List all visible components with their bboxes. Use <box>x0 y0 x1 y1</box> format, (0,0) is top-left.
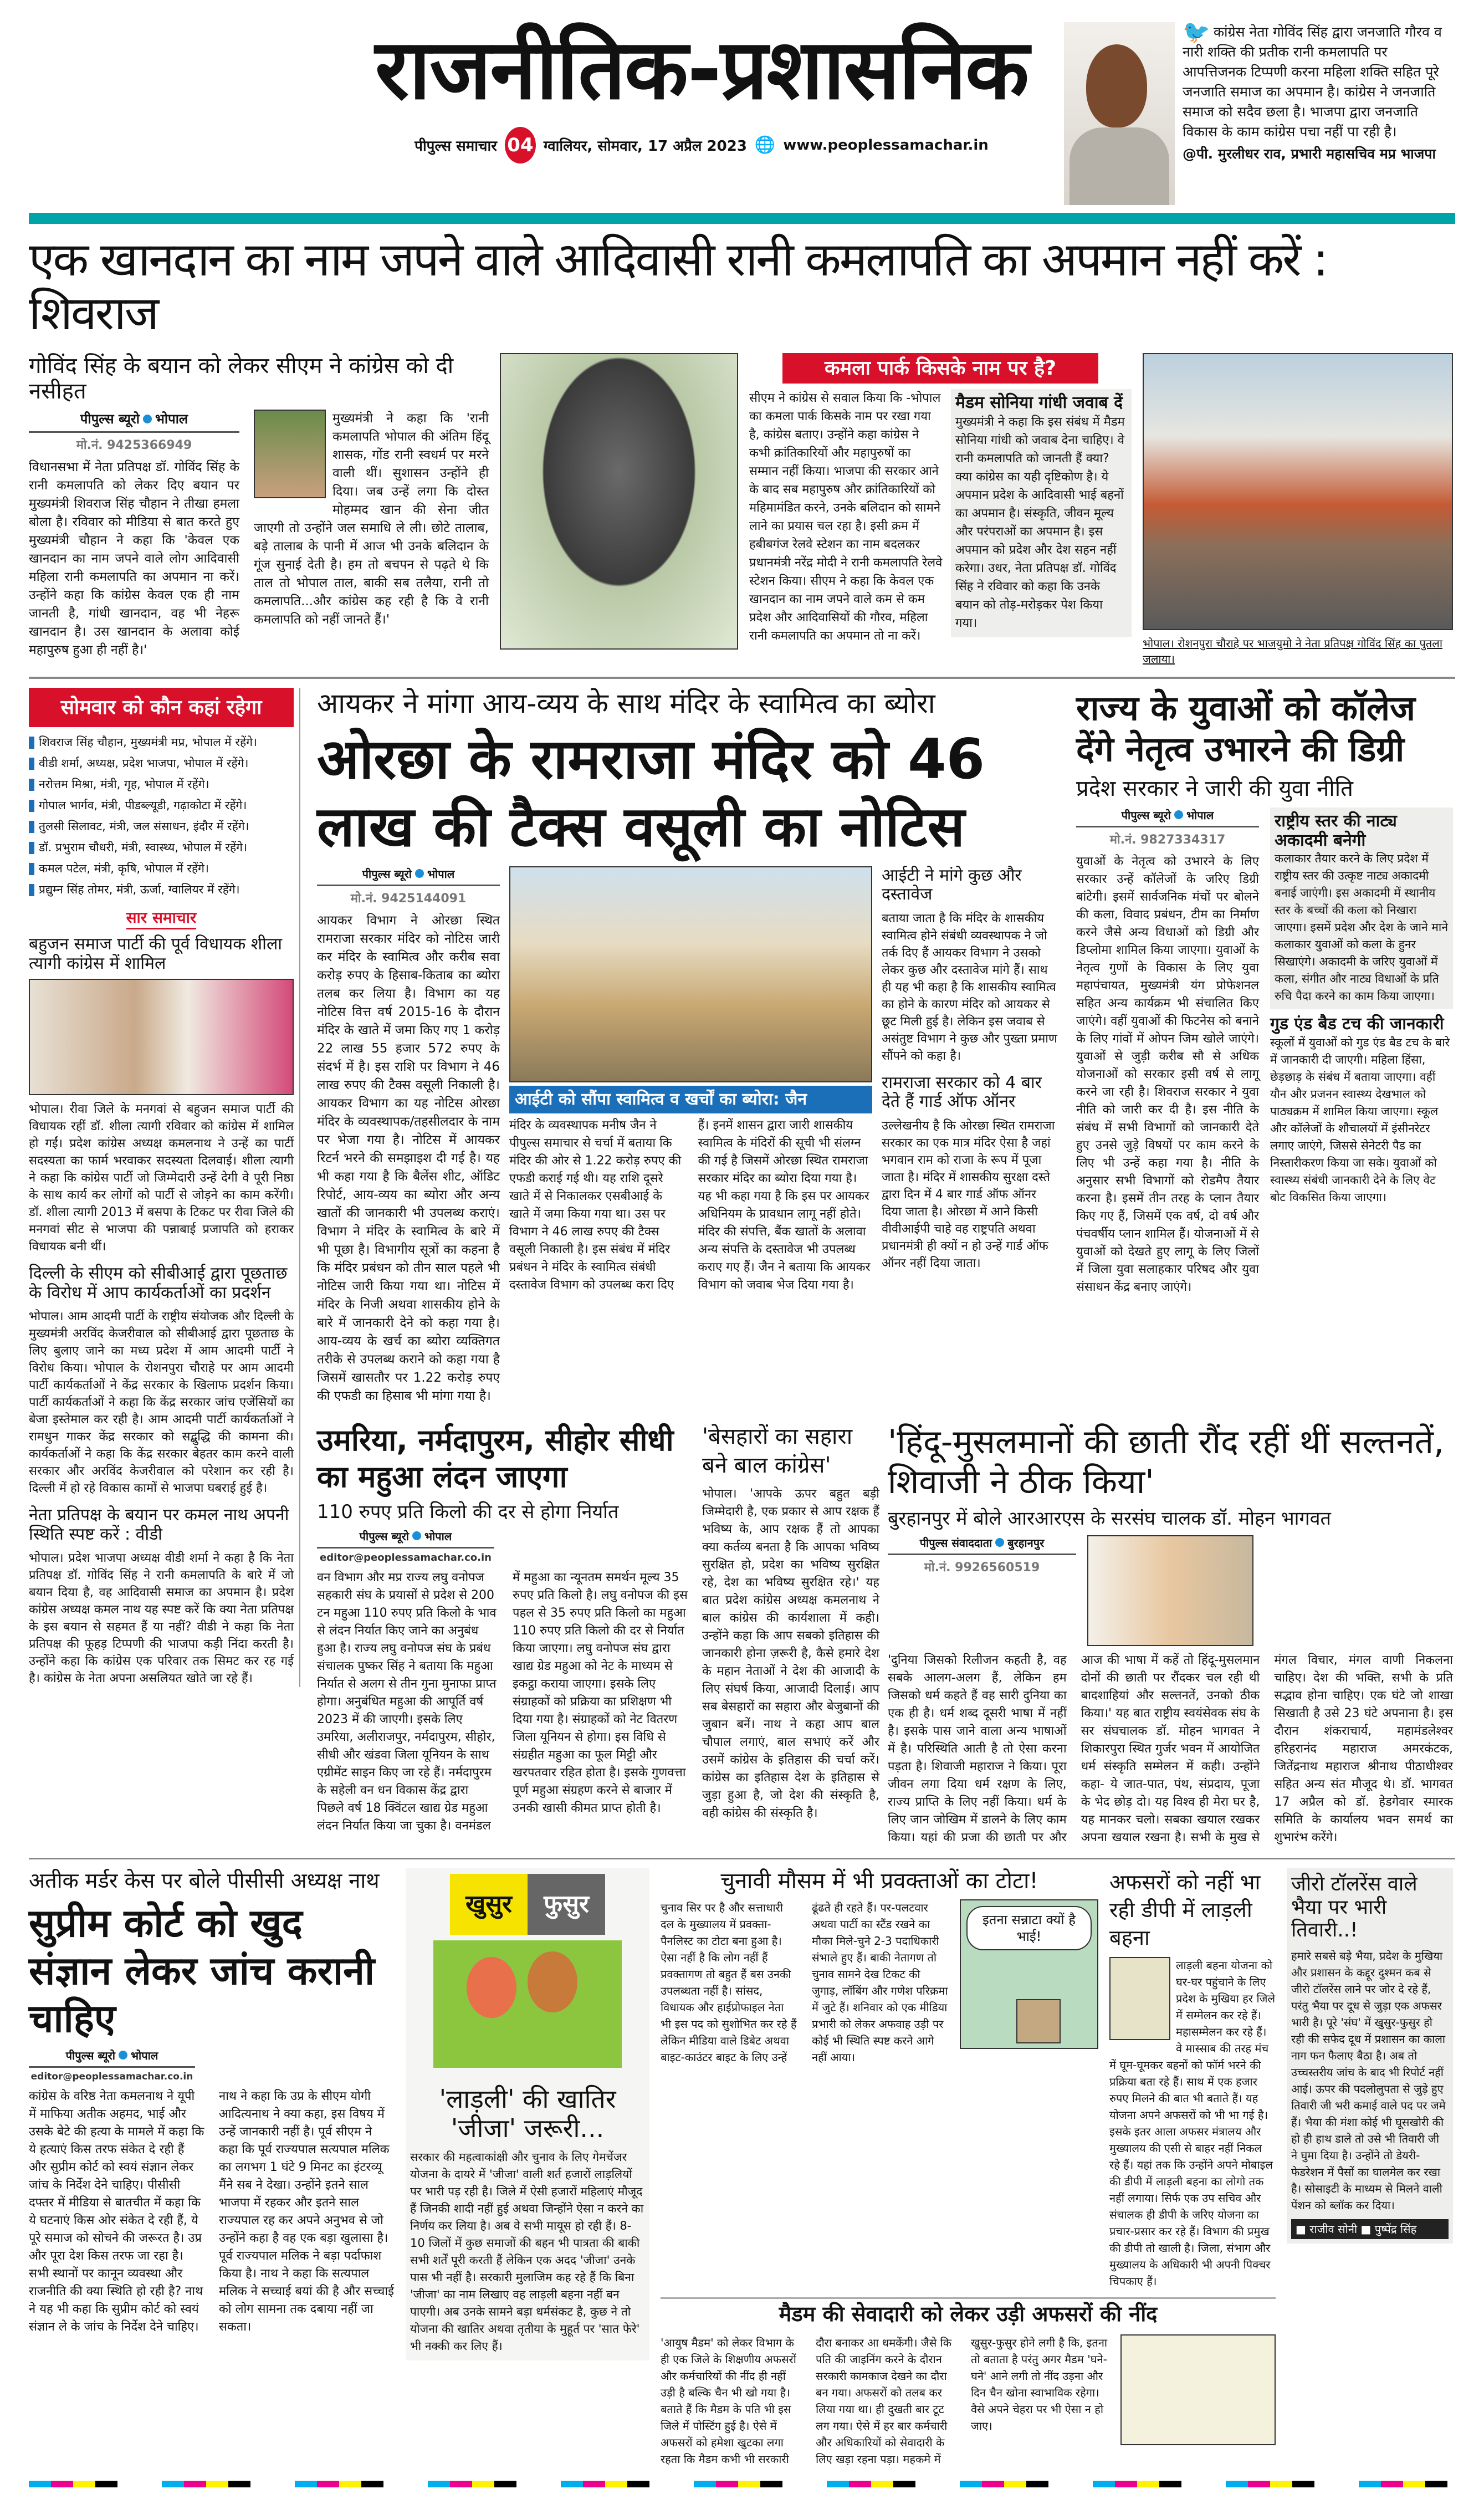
ladli-behna-cartoon <box>1109 1957 1170 2040</box>
orchha-sidebar <box>882 866 1060 1272</box>
kamla-park-area <box>749 353 1132 645</box>
afsar-story <box>1109 1868 1276 2290</box>
sheela-tyagi-joining-photo <box>29 979 294 1095</box>
yuva-col2 <box>1270 808 1453 1206</box>
orchha-story <box>317 688 1060 1406</box>
rani-kamlapati-statue-photo <box>500 353 738 650</box>
umaria-subhead: 110 रुपए प्रति किलो की दर से होगा निर्यात <box>317 1500 619 1523</box>
lead-headline: एक खानदान का नाम जपने वाले आदिवासी रानी कमलापति का अपमान नहीं करें : शिवराज <box>29 232 1327 340</box>
list-item: डॉ. प्रभुराम चौधरी, मंत्री, स्वास्थ्य, भोपाल में रहेंगे। <box>29 838 294 857</box>
masthead <box>29 19 1455 205</box>
orchha-body: आयकर विभाग ने ओरछा स्थित रामराजा सरकार मंदिर को नोटिस जारी कर मंदिर के स्वामित्व और करीब सवा करोड़ रुपए के हिसाब-किताब का ब्योरा तलब कर लिया है। विभाग का यह नोटिस वित्त वर्ष 2015-16 के दौरान मंदिर के खाते में जमा किए गए 1 करोड़ 22 लाख 55 हजार 572 रुपए के संदर्भ में है। इस राशि पर विभाग ने 46 लाख रुपए की टैक्स वसूली निकाली है। आयकर विभाग का यह नोटिस ओरछा मंदिर के व्यवस्थापक/तहसीलदार के नाम पर भेजा गया है। नोटिस में आयकर रिटर्न भरने की समझाइश दी गई है। यह भी कहा गया है कि बैलेंस शीट, ऑडिट रिपोर्ट, आय-व्यय का ब्योरा और अन्य खातों की जानकारी भी उपलब्ध कराएं। विभाग ने मंदिर के स्वामित्व के बारे में भी पूछा है। विभागीय सूत्रों का कहना है कि मंदिर प्रबंधन को तीन साल पहले भी नोटिस जारी किया गया था। नोटिस में मंदिर के निजी अथवा शासकीय होने के बारे में जानकारी देने को कहा गया है। आय-व्यय के खर्च का ब्योरा व्यक्तिगत तरीके से उपलब्ध कराने को कहा गया है जिसमें खासतौर पर 1.22 करोड़ रुपए की एफडी का हिसाब भी मांगा गया है। <box>317 913 500 1403</box>
website-link[interactable]: www.peoplessamachar.in <box>783 136 989 154</box>
saar-item-title: बहुजन समाज पार्टी की पूर्व विधायक शीला त्यागी कांग्रेस में शामिल <box>29 934 283 973</box>
saar-item-title: दिल्ली के सीएम को सीबीआई द्वारा पूछताछ के विरोध में आप कार्यकर्ताओं का प्रदर्शन <box>29 1264 288 1302</box>
umaria-byline-block <box>317 1529 494 1563</box>
saar-item-body: भोपाल। प्रदेश भाजपा अध्यक्ष वीडी शर्मा ने कहा है कि नेता प्रतिपक्ष डॉ. गोविंद सिंह ने रानी कमलापति के बारे में जो बयान दिया है, वह आदिवासी समाज का अपमान है। प्रदेश कांग्रेस अध्यक्ष कमल नाथ यह स्पष्ट करें कि क्या नेता प्रतिपक्ष के इस बयान से सहमत हैं या नहीं? वीडी ने कहा कि नेता प्रतिपक्ष की फूहड़ टिप्पणी की भाजपा कड़ी निंदा करती है। उन्होंने कहा कि कांग्रेस एक परिवार तक सिमट कर रह गई है। कांग्रेस के नेता अपना असलियत खोते जा रहे हैं। <box>29 1551 294 1686</box>
atik-body: कांग्रेस के वरिष्ठ नेता कमलनाथ ने यूपी में माफिया अतीक अहमद, भाई और उसके बेटे की हत्या के मामले में कहा कि ये हत्याएं किस तरफ संकेत दे रही हैं और सुप्रीम कोर्ट को स्वयं संज्ञान लेकर जांच के निर्देश देने चाहिए। पीसीसी दफ्तर में मीडिया से बातचीत में कहा कि ये घटनाएं किस ओर संकेत दे रही हैं, ये पूरे समाज को सोचने की जरूरत है। उप्र और पूरा देश किस तरफ जा रहा है। सभी स्थानों पर कानून व्यवस्था और राजनीति की क्या स्थिति हो रही है? नाथ ने यह भी कहा कि सुप्रीम कोर्ट को स्वयं संज्ञान ले के जांच के निर्देश देने चाहिए। नाथ ने कहा कि उप्र के सीएम योगी आदित्यनाथ ने क्या कहा, इस विषय में उन्हें जानकारी नहीं है। पूर्व सीएम ने कहा कि पूर्व राज्यपाल सत्यपाल मलिक का लगभग 1 घंटे 9 मिनट का इंटरव्यू मैंने सब ने देखा। उन्होंने इतने साल भाजपा में रहकर और इतने साल राज्यपाल रह कर अपने अनुभव से जो उन्होंने कहा है वह एक बड़ा खुलासा है। पूर्व राज्यपाल मलिक ने बड़ा पर्दाफाश किया है। नाथ ने कहा कि सत्यपाल मलिक ने सच्चाई बयां की है और सच्चाई को लोग सामना तक दबाया नहीं जा सकता। <box>29 2089 394 2334</box>
divider <box>29 677 1455 679</box>
box-body: स्कूलों में युवाओं को गुड एंड बैड टच के बारे में जानकारी दी जाएगी। महिला हिंसा, छेड़छाड़ के संबंध में बताया जाएगा। वहीं यौन और प्रजनन स्वास्थ्य देखभाल को पाठ्यक्रम में शामिल किया जाएगा। स्कूल और कॉलेजों के शौचालयों में इंसीनरेटर लगाए जाएंगे, जिससे सेनेटरी पैड का निस्तारीकरण किया जा सके। युवाओं को स्वास्थ्य संबंधी जानकारी देने के लिए वेट बोट विकसित किया जाएगा। <box>1270 1035 1450 1204</box>
madam-cartoon <box>1120 2334 1276 2445</box>
mohan-bhagwat-photo <box>1087 1535 1253 1646</box>
kamla-park-tag: कमला पार्क किसके नाम पर है? <box>782 353 1098 384</box>
lead-body-col2: मुख्यमंत्री ने कहा कि 'रानी कमलापति भोपाल की अंतिम हिंदू शासक, गोंड रानी स्वधर्म पर मरने वाली थीं। सुशासन उन्होंने ही दिया। जब उन्हें लगा कि दोस्त मोहम्मद खान की सेना जीत जाएगी तो उन्होंने जल समाधि ले ली। छोटे तालाब, बड़े तालाब के पानी में आज भी उनके बलिदान के गूंज सुनाई देती है। हम तो बचपन से पढ़ते थे कि ताल तो भोपाल ताल, बाकी सब तलैया, रानी तो कमलापति...और कांग्रेस कह रही है कि वे रानी कमलापति को नहीं जानते हैं।' <box>254 411 489 627</box>
saar-item-title: नेता प्रतिपक्ष के बयान पर कमल नाथ अपनी स्थिति स्पष्ट करें : वीडी <box>29 1505 289 1544</box>
atik-story <box>29 1868 395 2336</box>
globe-icon: 🌐 <box>754 135 776 155</box>
teal-rule <box>29 213 1455 224</box>
box-title: राष्ट्रीय स्तर की नाट्य अकादमी बनेगी <box>1275 811 1397 850</box>
phone-number: मो.नं. 9425144091 <box>350 891 467 906</box>
fusur-label: फुसुर <box>528 1874 605 1935</box>
middle-section <box>29 688 1455 1847</box>
byline: पीपुल्स ब्यूरो भोपाल <box>29 2048 195 2068</box>
lead-body-col1: विधानसभा में नेता प्रतिपक्ष डॉ. गोविंद सिंह के रानी कमलापति को लेकर दिए बयान पर मुख्यमंत्री शिवराज सिंह चौहान ने तीखा हमला बोला है। रविवार को मीडिया से बात करते हुए मुख्यमंत्री चौहान ने कहा कि 'केवल एक खानदान का नाम जपने वाले लोग आदिवासी महिला रानी कमलापति का अपमान ना करें। उन्होंने कहा कि कांग्रेस केवल एक ही नाम जानती है, गांधी खानदान, वह भी नेहरू खानदान है। उस खानदान के अलावा कोई महापुरुष हुआ ही नहीं है।' <box>29 460 239 658</box>
color-registration-bar <box>29 2481 1455 2487</box>
bhagwat-meta <box>888 1535 1453 1646</box>
section-title: राजनीतिक-प्रशासनिक <box>375 22 1028 118</box>
chunavi-body-col1: चुनाव सिर पर है और सत्ताधारी दल के मुख्यालय में प्रवक्ता-पैनलिस्ट का टोटा बना हुआ है। ऐसा नहीं है कि लोग नहीं हैं प्रवक्तागण तो बहुत हैं बस उनकी उपलब्धता नहीं है। सांसद, विधायक और हाईप्रोफाइल नेता भी इस पद को सुशोभित कर रहे हैं लेकिन मीडिया वाले डिबेट अथवा बाइट-काउंटर बाइट के लिए उन्हें ढूंढते ही रहते हैं। पर-पलटवार अथवा पार्टी का स्टैंड रखने का मौका मिले-चुने 2-3 पदाधिकारी संभाले हुए हैं। बाकी नेतागण तो चुनाव सामने देख टिकट की जुगाड़, लॉबिंग और गणेश परिक्रमा में जुटे हैं। शनिवार को एक मीडिया प्रभारी को लेकर अफवाह उड़ी पर कोई भी स्थिति स्पष्ट करने आगे नहीं आया। <box>661 1901 948 2064</box>
lead-col1 <box>29 410 239 660</box>
list-item: प्रद्युम्न सिंह तोमर, मंत्री, ऊर्जा, ग्वालियर में रहेंगे। <box>29 880 294 899</box>
byline: पीपुल्स संवाददाता बुरहानपुर <box>888 1535 1076 1555</box>
umaria-headline: उमरिया, नर्मदापुरम, सीहोर सीधी का महुआ लंदन जाएगा <box>317 1422 674 1494</box>
afsar-content <box>1109 1957 1276 2290</box>
list-item: शिवराज सिंह चौहान, मुख्यमंत्री मप्र, भोपाल में रहेंगे। <box>29 733 294 752</box>
yuva-byline-block <box>1076 808 1259 847</box>
lead-text-area <box>29 353 489 660</box>
divider <box>29 1858 1455 1859</box>
lead-story <box>29 353 1455 667</box>
bhagwat-story <box>888 1422 1453 1847</box>
orchha-bar-body: मंदिर के व्यवस्थापक मनीष जैन ने पीपुल्स समाचार से चर्चा में बताया कि मंदिर की ओर से 1.22 करोड़ रुपए की एफडी कराई गई थी। यह राशि दूसरे खाते में से निकालकर एसबीआई के खाते में जमा किया गया था। उस पर विभाग ने 46 लाख रुपए की टैक्स वसूली निकाली है। इस संबंध में मंदिर प्रबंधन ने मंदिर के स्वामित्व संबंधी दस्तावेज विभाग को उपलब्ध करा दिए हैं। इनमें शासन द्वारा जारी शासकीय स्वामित्व के मंदिरों की सूची भी संलग्न की गई है जिसमें ओरछा स्थित रामराजा सरकार मंदिर का ब्योरा दिया गया है। यह भी कहा गया है कि इस पर आयकर अधिनियम के प्रावधान लागू नहीं होते। मंदिर की संपत्ति, बैंक खातों के अलावा अन्य संपत्ति के दस्तावेज भी उपलब्ध कराए गए हैं। जैन ने बताया कि आयकर विभाग को जवाब भेज दिया गया है। <box>509 1118 871 1292</box>
khusur-center-top <box>661 1868 1276 2290</box>
signatures: ■ राजीव सोनी ■ पुष्पेंद्र सिंह <box>1291 2219 1449 2239</box>
afsar-headline: अफसरों को नहीं भा रही डीपी में लाड़ली बहना <box>1109 1870 1261 1950</box>
paper-name: पीपुल्स समाचार <box>415 137 497 155</box>
yuva-headline: राज्य के युवाओं को कॉलेज देंगे नेतृत्व उभारने की डिग्री <box>1076 688 1416 770</box>
yuva-body: युवाओं के नेतृत्व को उभारने के लिए सरकार उन्हें कॉलेजों के जरिए डिग्री बांटेगी। इसमें सार्वजनिक मंचों पर बोलने की कला, विवाद प्रबंधन, टीम का निर्माण करने जैसे अन्य विधाओं को डिग्री और डिप्लोमा शामिल किया जाएगा। युवाओं के नेतृत्व गुणों के विकास के लिए युवा महापंचायत, मुख्यमंत्री यंग प्रोफेशनल सहित अन्य कार्यक्रम भी संचालित किए जाएंगे। वहीं युवाओं की फिटनेस को बनाने के लिए गांवों में ओपन जिम खोले जाएंगे। युवाओं से जुड़ी करीब सौ से अधिक योजनाओं को सरकार इसी वर्ष से लागू करने जा रही है। शिवराज सरकार ने युवा नीति को जारी कर दी है। इस नीति के संबंध में सभी विभागों को जानकारी देते हुए उनसे जुड़े विषयों पर काम करने के लिए भी उन्हें कहा गया है। नीति के अनुसार सभी विभागों को रोडमैप तैयार करना है। इसमें तीन तरह के प्लान तैयार किए गए हैं, जिसमें एक वर्ष, दो वर्ष और पंचवर्षीय प्लान शामिल हैं। योजनाओं में से युवाओं को देखते हुए लागू के लिए जिलों में जिला युवा सलाहकार परिषद और युवा संसाधन केंद्र बनाए जाएंगे। <box>1076 855 1259 1295</box>
umaria-body: वन विभाग और मप्र राज्य लघु वनोपज सहकारी संघ के प्रयासों से प्रदेश से 200 टन महुआ 110 रुपए प्रति किलो के भाव से लंदन निर्यात किए जाने का अनुबंध हुआ है। राज्य लघु वनोपज संघ के प्रबंध संचालक पुष्कर सिंह ने बताया कि महुआ निर्यात से अलग से तीन गुना मुनाफा प्राप्त होगा। अनुबंधित महुआ की आपूर्ति वर्ष 2023 में की जाएगी। इसके लिए उमरिया, अलीराजपुर, नर्मदापुरम, सीहोर, सीधी और खंडवा जिला यूनियन के साथ एग्रीमेंट साइन किए जा रहे हैं। नर्मदापुरम के सहेली वन धन विकास केंद्र द्वारा पिछले वर्ष 18 क्विंटल खाद्य ग्रेड महुआ लंदन निर्यात किया जा चुका है। वनमंडल में महुआ का न्यूनतम समर्थन मूल्य 35 रुपए प्रति किलो है। लघु वनोपज की इस पहल से 35 रुपए प्रति किलो का महुआ 110 रुपए प्रति किलो की दर से निर्यात किया जाएगा। लघु वनोपज संघ द्वारा खाद्य ग्रेड महुआ को नेट के माध्यम से इकट्ठा कराया जाएगा। इसके लिए संग्राहकों को प्रक्रिया का प्रशिक्षण भी दिया गया है। संग्राहकों को नेट वितरण जिला यूनियन से होगा। इस विधि से संग्रहीत महुआ का फूल मिट्टी और खरपतवार रहित होता है। इसके गुणवत्ता पूर्ण महुआ संग्रहण करने से बाजार में उनकी खासी कीमत प्राप्त होती है। <box>317 1571 688 1833</box>
atik-kicker: अतीक मर्डर केस पर बोले पीसीसी अध्यक्ष नाथ <box>29 1868 380 1893</box>
photo-caption: भोपाल। रोशनपुरा चौराहे पर भाजयुमो ने नेता प्रतिपक्ष गोविंद सिंह का पुतला जलाया। <box>1143 637 1443 666</box>
atik-byline-block <box>29 2048 195 2082</box>
somvar-list <box>29 733 294 901</box>
cartoon-speech-bubble: इतना सन्नाटा क्यों है भाई! <box>966 1906 1092 1950</box>
somvar-title: सोमवार को कौन कहां रहेगा <box>29 688 294 727</box>
besahara-body: भोपाल। 'आपके ऊपर बहुत बड़ी जिम्मेदारी है, एक प्रकार से आप रक्षक हैं भविष्य के, आप रक्षक हैं तो आपका क्या कर्तव्य बनता है कि आपका भविष्य सुरक्षित हो, प्रदेश का भविष्य सुरक्षित रहे, देश का भविष्य सुरक्षित रहे।' यह बात प्रदेश कांग्रेस अध्यक्ष कमलनाथ ने बाल कांग्रेस की कार्यशाला में कही। उन्होंने कहा कि आप सबको इतिहास की जानकारी होना ज़रूरी है, कैसे हमारे देश के महान नेताओं ने देश की आजादी के लिए संघर्ष किया, आजादी दिलाई। आप सब बेसहारों का सहारा और बेजुबानों की जुबान बनें। नाथ ने कहा आप बाल चौपाल लगाएं, बाल सभाएं करें और उसमें कांग्रेस के इतिहास की चर्चा करें। कांग्रेस का इतिहास देश के इतिहास से जुड़ा हुआ है, जो देश की संस्कृति है, वही कांग्रेस की संस्कृति है। <box>702 1486 879 1820</box>
email-address: editor@peoplessamachar.co.in <box>320 1552 492 1564</box>
phone-number: मो.नं. 9425366949 <box>76 438 192 453</box>
phone-number: मो.नं. 9827334317 <box>1109 833 1226 847</box>
chunavi-story <box>661 1868 1098 2066</box>
saar-item-body: भोपाल। आम आदमी पार्टी के राष्ट्रीय संयोजक और दिल्ली के मुख्यमंत्री अरविंद केजरीवाल को सीबीआई द्वारा पूछताछ के लिए बुलाए जाने का मध्य प्रदेश में आम आदमी पार्टी ने विरोध किया। भोपाल के रोशनपुरा चौराहे पर आम आदमी पार्टी कार्यकर्ताओं ने केंद्र सरकार के खिलाफ प्रदर्शन किया। पार्टी कार्यकर्ताओं ने कहा कि केंद्र सरकार जांच एजेंसियों का बेजा इस्तेमाल कर रही है। आम आदमी पार्टी कार्यकर्ताओं ने रामधुन गाकर केंद्र सरकार को सद्बुद्धि की कामना की। कार्यकर्ताओं ने कहा कि केंद्र सरकार बेहतर काम करने वाली सरकार और अरविंद केजरीवाल को परेशान कर रही है। दिल्ली में हो रहे विकास कामों से भाजपा घबराई हुई है। <box>29 1310 294 1496</box>
orchha-columns <box>317 866 1060 1406</box>
orchha-col1 <box>317 866 500 1406</box>
bhagwat-headline: 'हिंदू-मुसलमानों की छाती रौंद रहीं थीं सल्तनतें, शिवाजी ने ठीक किया' <box>888 1422 1445 1501</box>
yuva-subhead: प्रदेश सरकार ने जारी की युवा नीति <box>1076 776 1353 802</box>
effigy-photo-area <box>1143 353 1453 667</box>
madam-headline: मैडम की सेवादारी को लेकर उड़ी अफसरों की नींद <box>661 2297 1276 2327</box>
shivraj-photo <box>254 410 326 498</box>
orchha-kicker: आयकर ने मांगा आय-व्यय के साथ मंदिर के स्वामित्व का ब्योरा <box>317 687 935 720</box>
lead-byline-block <box>29 410 239 453</box>
ladli-headline: 'लाड़ली' की खातिर 'जीजा' जरूरी... <box>439 2084 616 2144</box>
bottom-row <box>29 1868 1455 2467</box>
ramraja-temple-photo <box>509 866 872 1082</box>
tweet-author: @पी. मुरलीधर राव, प्रभारी महासचिव मप्र भाजपा <box>1183 146 1436 162</box>
atik-headline: सुप्रीम कोर्ट को खुद संज्ञान लेकर जांच करानी चाहिए <box>29 1900 375 2042</box>
yuva-col1 <box>1076 808 1259 1296</box>
right-region <box>317 688 1453 1847</box>
left-column <box>29 688 300 1687</box>
effigy-burning-photo <box>1143 353 1453 630</box>
tweet-box <box>1183 19 1454 164</box>
khusur-label: खुसुर <box>450 1874 528 1935</box>
bhagwat-byline-block <box>888 1535 1076 1575</box>
chunavi-content <box>661 1899 1098 2066</box>
list-item: गोपाल भार्गव, मंत्री, पीडब्ल्यूडी, गढ़ाकोटा में रहेंगे। <box>29 796 294 815</box>
orchha-byline-block <box>317 866 500 906</box>
bhagwat-body: 'दुनिया जिसको रिलीजन कहती है, वह सबके आलग-अलग हैं, लेकिन हम जिसको धर्म कहते हैं वह सारी दुनिया का एक ही है। धर्म शब्द दूसरी भाषा में नहीं है। इसके पास जाने वाला अन्य भाषाओं में है। परिस्थिति आती है तो ऐसा करना पड़ता है। शिवाजी महाराज ने किया। पूरा जीवन लगा दिया धर्म रक्षण के लिए, राज्य प्राप्ति के लिए नहीं किया। धर्म के लिए जान जोखिम में डालने के लिए काम किया। यहां की प्रजा की छाती पर और आज की भाषा में कहें तो हिंदू-मुसलमान दोनों की छाती पर रौंदकर चल रही थी बादशाहियां और सल्तनतें, उनको ठीक किया।' यह बात राष्ट्रीय स्वयंसेवक संघ के सर संघचालक डॉ. मोहन भागवत ने शिकारपुरा स्थित गुर्जर भवन में आयोजित धर्म संस्कृति सम्मेलन में कही। उन्होंने कहा- ये जात-पात, पंथ, संप्रदाय, पूजा के भेद छोड़ दो। यह विश्व ही मेरा घर है, यह मानकर चलो। सबका खयाल रखकर अपना खयाल रखना है। सभी के मुख से मंगल विचार, मंगल वाणी निकलना चाहिए। देश की भक्ति, सभी के प्रति सद्भाव होना चाहिए। एक घंटे जो शाखा सिखाती है उसे 23 घंटे अपनाना है। इस दौरान शंकराचार्य, महामंडलेश्वर हरिहरानंद महाराज अमरकंटक, जितेंद्रनाथ महाराज श्रीनाथ पीठाधीश्वर सहित अन्य संत मौजूद थे। डॉ. भागवत 17 अप्रैल को डॉ. हेडगेवार स्मारक समिति के कार्यालय भवन समर्थ का शुभारंभ करेंगे। <box>888 1653 1453 1845</box>
yuva-columns <box>1076 808 1453 1296</box>
byline: पीपुल्स ब्यूरो भोपाल <box>29 410 239 433</box>
zero-tolerance-box <box>1287 1868 1453 2243</box>
whispering-men-cartoon <box>433 1940 622 2068</box>
orchha-blue-bar: आईटी को सौंपा स्वामित्व व खर्चों का ब्योरा: जैन <box>509 1086 872 1113</box>
khusur-center <box>661 1868 1276 2467</box>
bhagwat-subhead: बुरहानपुर में बोले आरआरएस के सरसंघ चालक डॉ. मोहन भागवत <box>888 1507 1331 1530</box>
list-item: तुलसी सिलावट, मंत्री, जल संसाधन, इंदौर में रहेंगे। <box>29 817 294 836</box>
sidebar-body: उल्लेखनीय है कि ओरछा स्थित रामराजा सरकार का एक मात्र मंदिर ऐसा है जहां भगवान राम को राजा के रूप में पूजा जाता है। मंदिर में शासकीय सुरक्षा दस्ते द्वारा दिन में 4 बार गार्ड ऑफ ऑनर दिया जाता है। ओरछा में आने किसी वीवीआईपी चाहे वह राष्ट्रपति अथवा प्रधानमंत्री ही क्यों न हो उन्हें गार्ड ऑफ ऑनर नहीं दिया जाता। <box>882 1118 1055 1270</box>
list-item: नरोत्तम मिश्रा, मंत्री, गृह, भोपाल में रहेंगे। <box>29 775 294 794</box>
twitter-bird-icon: 🐦 <box>1183 19 1210 45</box>
list-item: वीडी शर्मा, अध्यक्ष, प्रदेश भाजपा, भोपाल में रहेंगे। <box>29 754 294 773</box>
saar-item-body: भोपाल। रीवा जिले के मनगवां से बहुजन समाज पार्टी की विधायक रहीं डॉ. शीला त्यागी रविवार को कांग्रेस में शामिल हो गईं। प्रदेश कांग्रेस अध्यक्ष कमलनाथ ने उन्हें का पार्टी सदस्यता का फार्म भरवाकर सदस्यता दिलवाई। शीला त्यागी ने कहा कि कांग्रेस पार्टी जो जिम्मेदारी उन्हें देगी वे पूरी निष्ठा के साथ कार्य कर लोगों को पार्टी से जोड़ने का काम करेंगी। डॉ. शीला त्यागी 2013 में बसपा के टिकट पर रीवा जिले की मनगवां सीट से भाजपा की पन्नाबाई प्रजापति को हराकर विधायक बनी थीं। <box>29 1102 294 1254</box>
box-body: कलाकार तैयार करने के लिए प्रदेश में राष्ट्रीय स्तर की उत्कृष्ट नाट्य अकादमी बनाई जाएंगी। इस अकादमी में स्थानीय स्तर के बच्चों की कला को निखारा जाएगा। इसमें प्रदेश और देश के जाने माने कलाकार युवाओं को कला के हुनर सिखाएंगे। अकादमी के जरिए युवाओं में कला, संगीत और नाट्य विधाओं के प्रति रुचि पैदा करने का काम किया जाएगा। <box>1275 852 1448 1003</box>
khusur-fusur-box <box>406 1868 649 2360</box>
lead-columns <box>29 410 489 660</box>
zero-tolerance-headline: जीरो टॉलरेंस वाले भैया पर भारी तिवारी..! <box>1291 1873 1418 1942</box>
tweet-text: कांग्रेस नेता गोविंद सिंह द्वारा जनजाति गौरव व नारी शक्ति की प्रतीक रानी कमलापति पर आपत्तिजनक टिप्पणी करना महिला शक्ति सहित पूरे जनजाति समाज का अपमान है। कांग्रेस ने जनजाति समाज को सदैव छला है। भाजपा द्वारा जनजाति विकास के काम कांग्रेस पचा नहीं पा रही है। <box>1183 24 1442 140</box>
kamla-park-body: सीएम ने कांग्रेस से सवाल किया कि -भोपाल का कमला पार्क किसके नाम पर रखा गया है, कांग्रेस बताए। उन्होंने कहा कांग्रेस ने कभी क्रांतिकारियों और महापुरुषों का सम्मान नहीं किया। भाजपा की सरकार आने के बाद सब महापुरुष और क्रांतिकारियों को महिमामंडित करने, उनके बलिदान को सामने लाने का प्रयास चल रहा है। इसी क्रम में हबीबगंज रेलवे स्टेशन का नाम बदलकर प्रधानमंत्री नरेंद्र मोदी ने रानी कमलापति रेलवे स्टेशन किया। सीएम ने कहा कि केवल एक खानदान का नाम जपने वाले कम से कम प्रदेश और आदिवासियों की गौरव, महिला रानी कमलापति का अपमान तो ना करें। <box>749 391 943 643</box>
khusur-fusur-labels <box>450 1874 605 1935</box>
chunavi-headline: चुनावी मौसम में भी प्रवक्ताओं का टोटा! <box>720 1868 1038 1894</box>
masthead-center <box>347 22 1056 163</box>
madam-content <box>661 2334 1276 2467</box>
byline: पीपुल्स ब्यूरो भोपाल <box>317 866 500 886</box>
dateline-bar <box>415 127 989 163</box>
sidebar-title: रामराजा सरकार को 4 बार देते हैं गार्ड ऑफ ऑनर <box>882 1072 1042 1112</box>
besahara-story <box>702 1422 879 1822</box>
top-stories <box>317 688 1453 1406</box>
phone-number: मो.नं. 9926560519 <box>924 1561 1040 1575</box>
madam-body: 'आयुष मैडम' को लेकर विभाग के ही एक जिले के शिक्षणीय अफसरों और कर्मचारियों की नींद ही नहीं उड़ी है बल्कि चैन भी खो गया है। बताते हैं कि मैडम के पति भी इस जिले में पोस्टिंग हुई है। ऐसे में अफसरों को हमेशा खुटका लगा रहता कि मैडम कभी भी सरकारी दौरा बनाकर आ धमकेंगी। जैसे कि पति की जाइनिंग करने के दौरान सरकारी कामकाज देखने का दौरा बन गया। अफसरों को तलब कर लिया गया था। ही दुखती बार टूट लग गया। ऐसे में हर बार कर्मचारी और अधिकारियों को सेवादारी के लिए खड़ा रहना पड़ा। महकमे में खुसुर-फुसुर होने लगी है कि, इतना तो बताता है परंतु अगर मैडम 'घने-घने' आने लगी तो नींद उड़ना और दिन चैन खोना स्वाभाविक रहेगा। वैसे अपने चेहरा पर भी ऐसा न हो जाए। <box>661 2336 1108 2466</box>
orchha-col2 <box>509 866 872 1294</box>
yuva-story <box>1076 688 1453 1296</box>
dateline: ग्वालियर, सोमवार, 17 अप्रैल 2023 <box>543 137 747 155</box>
list-item: कमल पटेल, मंत्री, कृषि, भोपाल में रहेंगे। <box>29 859 294 878</box>
good-bad-touch-block <box>1270 1015 1453 1206</box>
kamla-columns <box>749 389 1132 645</box>
besahara-headline: 'बेसहारों का सहारा बने बाल कांग्रेस' <box>702 1423 853 1478</box>
tweet-author-photo <box>1064 22 1175 205</box>
sonia-box <box>951 389 1132 637</box>
orchha-headline: ओरछा के रामराजा मंदिर को 46 लाख की टैक्स वसूली का नोटिस <box>317 726 985 859</box>
second-stories <box>317 1422 1453 1847</box>
sidebar-body: बताया जाता है कि मंदिर के शासकीय स्वामित्व होने संबंधी व्यवस्थापक ने जो तर्क दिए हैं आयकर विभाग ने उसको लेकर कुछ और दस्तावेज मांगे हैं। साथ ही यह भी कहा है कि शासकीय स्वामित्व का होने के कारण मंदिर को आयकर से छूट मिली हुई है। लेकिन इस जवाब से असंतुष्ट विभाग ने कुछ और पुख्ता प्रमाण सौंपने को कहा है। <box>882 911 1057 1063</box>
sonia-box-title: मैडम सोनिया गांधी जवाब दें <box>955 393 1123 413</box>
saar-title: सार समाचार <box>126 907 197 929</box>
email-address: editor@peoplessamachar.co.in <box>30 2071 193 2083</box>
umaria-story <box>317 1422 694 1836</box>
zero-tolerance-body: हमारे सबसे बड़े भैया, प्रदेश के मुखिया और प्रशासन के कद्दूर दुश्मन कब से जीरो टॉलरेंस लाने पर जोर दे रहे हैं, परंतु भैया पर दूध से जुड़ा एक अफसर भारी है। पूरे 'संघ' में खुसुर-फुसुर हो रही की सफेद दूध में प्रशासन का काला नाग फन फैलाए बैठा है। अब तो उच्चस्तरीय जांच के बाद भी रिपोर्ट नहीं आई। ऊपर की पदलोलुपता से जुड़े हुए तिवारी जी भरी कमाई वाले पद पर जमे हैं। भैया की मंशा कोई भी घूसखोरी की हो ही हाथ डाले तो उसे भी तिवारी जी ने घुमा दिया है। उन्होंने तो डेयरी-फेडरेशन में पैसों का घालमेल कर रखा है। सोसाइटी के माध्यम से मिलने वाली पेंशन को ब्लॉक कर दिया। <box>1291 1949 1446 2212</box>
lead-col2 <box>254 410 489 629</box>
byline: पीपुल्स ब्यूरो भोपाल <box>317 1529 494 1549</box>
sonia-box-body: मुख्यमंत्री ने कहा कि इस संबंध में मैडम सोनिया गांधी को जवाब देना चाहिए। वे रानी कमलापति को जानती हैं क्या? क्या कांग्रेस का यही दृष्टिकोण है। ये अपमान प्रदेश के आदिवासी भाई बहनों का अपमान है। संस्कृति, जीवन मूल्य और परंपराओं का अपमान है। इस अपमान को प्रदेश और देश सहन नहीं करेगा। उधर, नेता प्रतिपक्ष डॉ. गोविंद सिंह ने रविवार को कहा कि उनके बयान को तोड़-मरोड़कर पेश किया गया। <box>955 415 1125 630</box>
natya-academy-box <box>1270 808 1453 1009</box>
lead-subhead: गोविंद सिंह के बयान को लेकर सीएम ने कांग्रेस को दी नसीहत <box>29 353 454 405</box>
box-title: गुड एंड बैड टच की जानकारी <box>1270 1014 1444 1034</box>
ladli-body: सरकार की महत्वाकांक्षी और चुनाव के लिए गेमचेंजर योजना के दायरे में 'जीजा' वाली शर्त हजारों लाड़लियों पर भारी पड़ रही है। जिले में ऐसी हजारों महिलाएं मौजूद हैं जिनकी शादी नहीं हुई अथवा जिन्होंने ऐसा न करने का निर्णय कर लिया है। अब वे सभी मायूस हो रही हैं। 8-10 जिलों में कुछ समाजों की बहन भी पात्रता की बाकी सभी शर्तें पूरी करती हैं लेकिन एक अदद 'जीजा' उनके पास भी नहीं है। सरकारी मुलाजिम कह रहे हैं कि बिना 'जीजा' का नाम लिखाए वह लाड़ली बहना नहीं बन पाएगी। अब उनके सामने बड़ा धर्मसंकट है, कुछ ने तो योजना की खातिर अथवा तृतीया के मुहूर्त पर 'सात फेरे' भी नक्की कर लिए हैं। <box>410 2150 644 2353</box>
byline: पीपुल्स ब्यूरो भोपाल <box>1076 808 1259 827</box>
afsar-body: लाड़ली बहना योजना को घर-घर पहुंचाने के लिए प्रदेश के मुखिया हर जिले में सम्मेलन कर रहे हैं। महासम्मेलन कर रहे हैं। वे मास्साब की तरह मंच में घूम-घूमकर बहनों को फॉर्म भरने की प्रक्रिया बता रहे हैं। साथ में एक हजार रुपए मिलने की बात भी बताते हैं। यह योजना अपने अफसरों को भी भा गई है। इसके इतर आला अफसर मंत्रालय और मुख्यालय की एसी से बाहर नहीं निकल रहे हैं। यहां तक कि उन्होंने अपने मोबाइल की डीपी में लाड़ली बहना का लोगो तक नहीं लगाया। सिर्फ एक उप सचिव और संचालक ही डीपी के जरिए योजना का प्रचार-प्रसार कर रहे हैं। विभाग की प्रमुख की डीपी तो खाली है। जिला, संभाग और मुख्यालय के अधिकारी भी अपनी पिक्चर चिपकाए हैं। <box>1109 1959 1276 2288</box>
page-number: 04 <box>505 127 536 163</box>
sidebar-title: आईटी ने मांगे कुछ और दस्तावेज <box>882 865 1022 904</box>
mic-cartoon <box>960 1899 1098 2049</box>
